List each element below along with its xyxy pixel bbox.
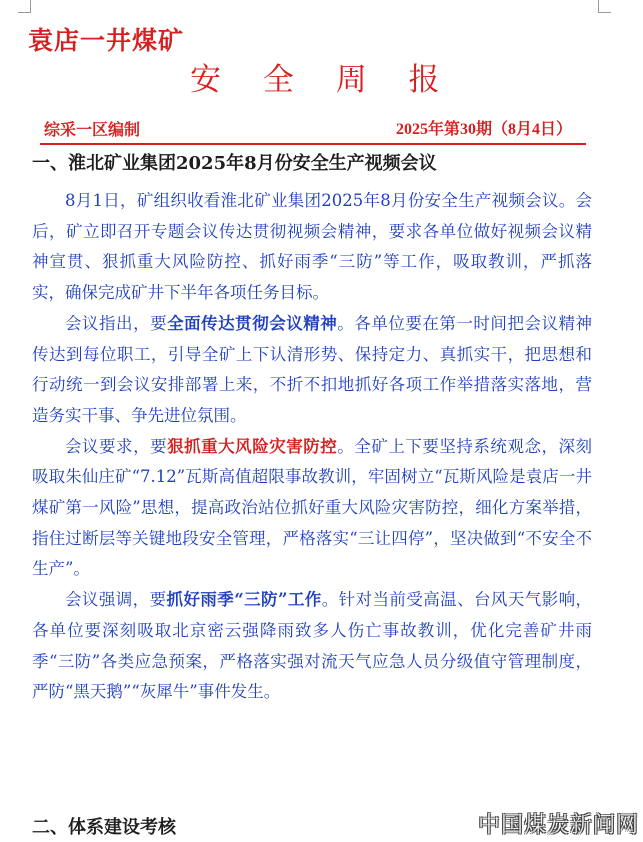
report-title: 安 全 周 报	[190, 62, 456, 98]
editor-label: 综采一区编制	[44, 120, 141, 139]
paragraph-2-emphasis: 全面传达贯彻会议精神	[167, 313, 338, 333]
paragraph-4-emphasis: 抓好雨季“三防”工作	[166, 590, 322, 610]
paragraph-3	[32, 432, 592, 586]
section-heading-two: 二、体系建设考核	[32, 817, 176, 838]
paragraph-2-intro: 会议指出，要	[65, 313, 168, 333]
issue-number-date: 2025年第30期（8月4日）	[395, 121, 572, 138]
site-watermark: 中国煤炭新闻网	[477, 813, 639, 838]
paragraph-3-emphasis: 狠抓重大风险灾害防控	[167, 436, 338, 456]
paragraph-4-intro: 会议强调，要	[65, 590, 167, 610]
paragraph-4-text: 。针对当前受高温、台风天气影响，各单位要深刻吸取北京密云强降雨致多人伤亡事故教训，优化完善矿井雨季“三防”各类应急预案，严格落实强对流天气应急人员分级值守管理制度，严防“黑天鹅”“灰犀牛”事件发生。	[32, 590, 593, 702]
page-corner-mark-right	[598, 0, 611, 13]
paragraph-2-text: 。各单位要在第一时间把会议精神传达到每位职工，引导全矿上下认清形势、保持定力、真抓实干，把思想和行动统一到会议安排部署上来，不折不扣地抓好各项工作举措落实落地，营造务实干事、争先进位氛围。	[32, 313, 593, 425]
page-corner-mark-left	[18, 0, 31, 13]
paragraph-3-text: 。全矿上下要坚持系统观念，深刻吸取朱仙庄矿“7.12”瓦斯高值超限事故教训，牢固树立“瓦斯风险是袁店一井煤矿第一风险”思想，提高政治站位抓好重大风险灾害防控，细化方案举措，指住过断层等关键地段安全管理，严格落实“三让四停”，坚决做到“不安全不生产”。	[32, 436, 593, 579]
issue-info-bar	[40, 121, 586, 145]
article-body	[32, 186, 592, 708]
paragraph-1: 8月1日，矿组织收看淮北矿业集团2025年8月份安全生产视频会议。会后，矿立即召开专题会议传达贯彻视频会精神，要求各单位做好视频会议精神宣贯、狠抓重大风险防控、抓好雨季“三防”等工作，吸取教训，严抓落实，确保完成矿井下半年各项任务目标。	[32, 191, 592, 303]
paragraph-2	[32, 309, 592, 432]
mine-name: 袁店一井煤矿	[28, 26, 185, 55]
paragraph-4	[32, 585, 592, 708]
section-heading-one: 一、淮北矿业集团2025年8月份安全生产视频会议	[32, 153, 437, 174]
paragraph-3-intro: 会议要求，要	[65, 436, 168, 456]
